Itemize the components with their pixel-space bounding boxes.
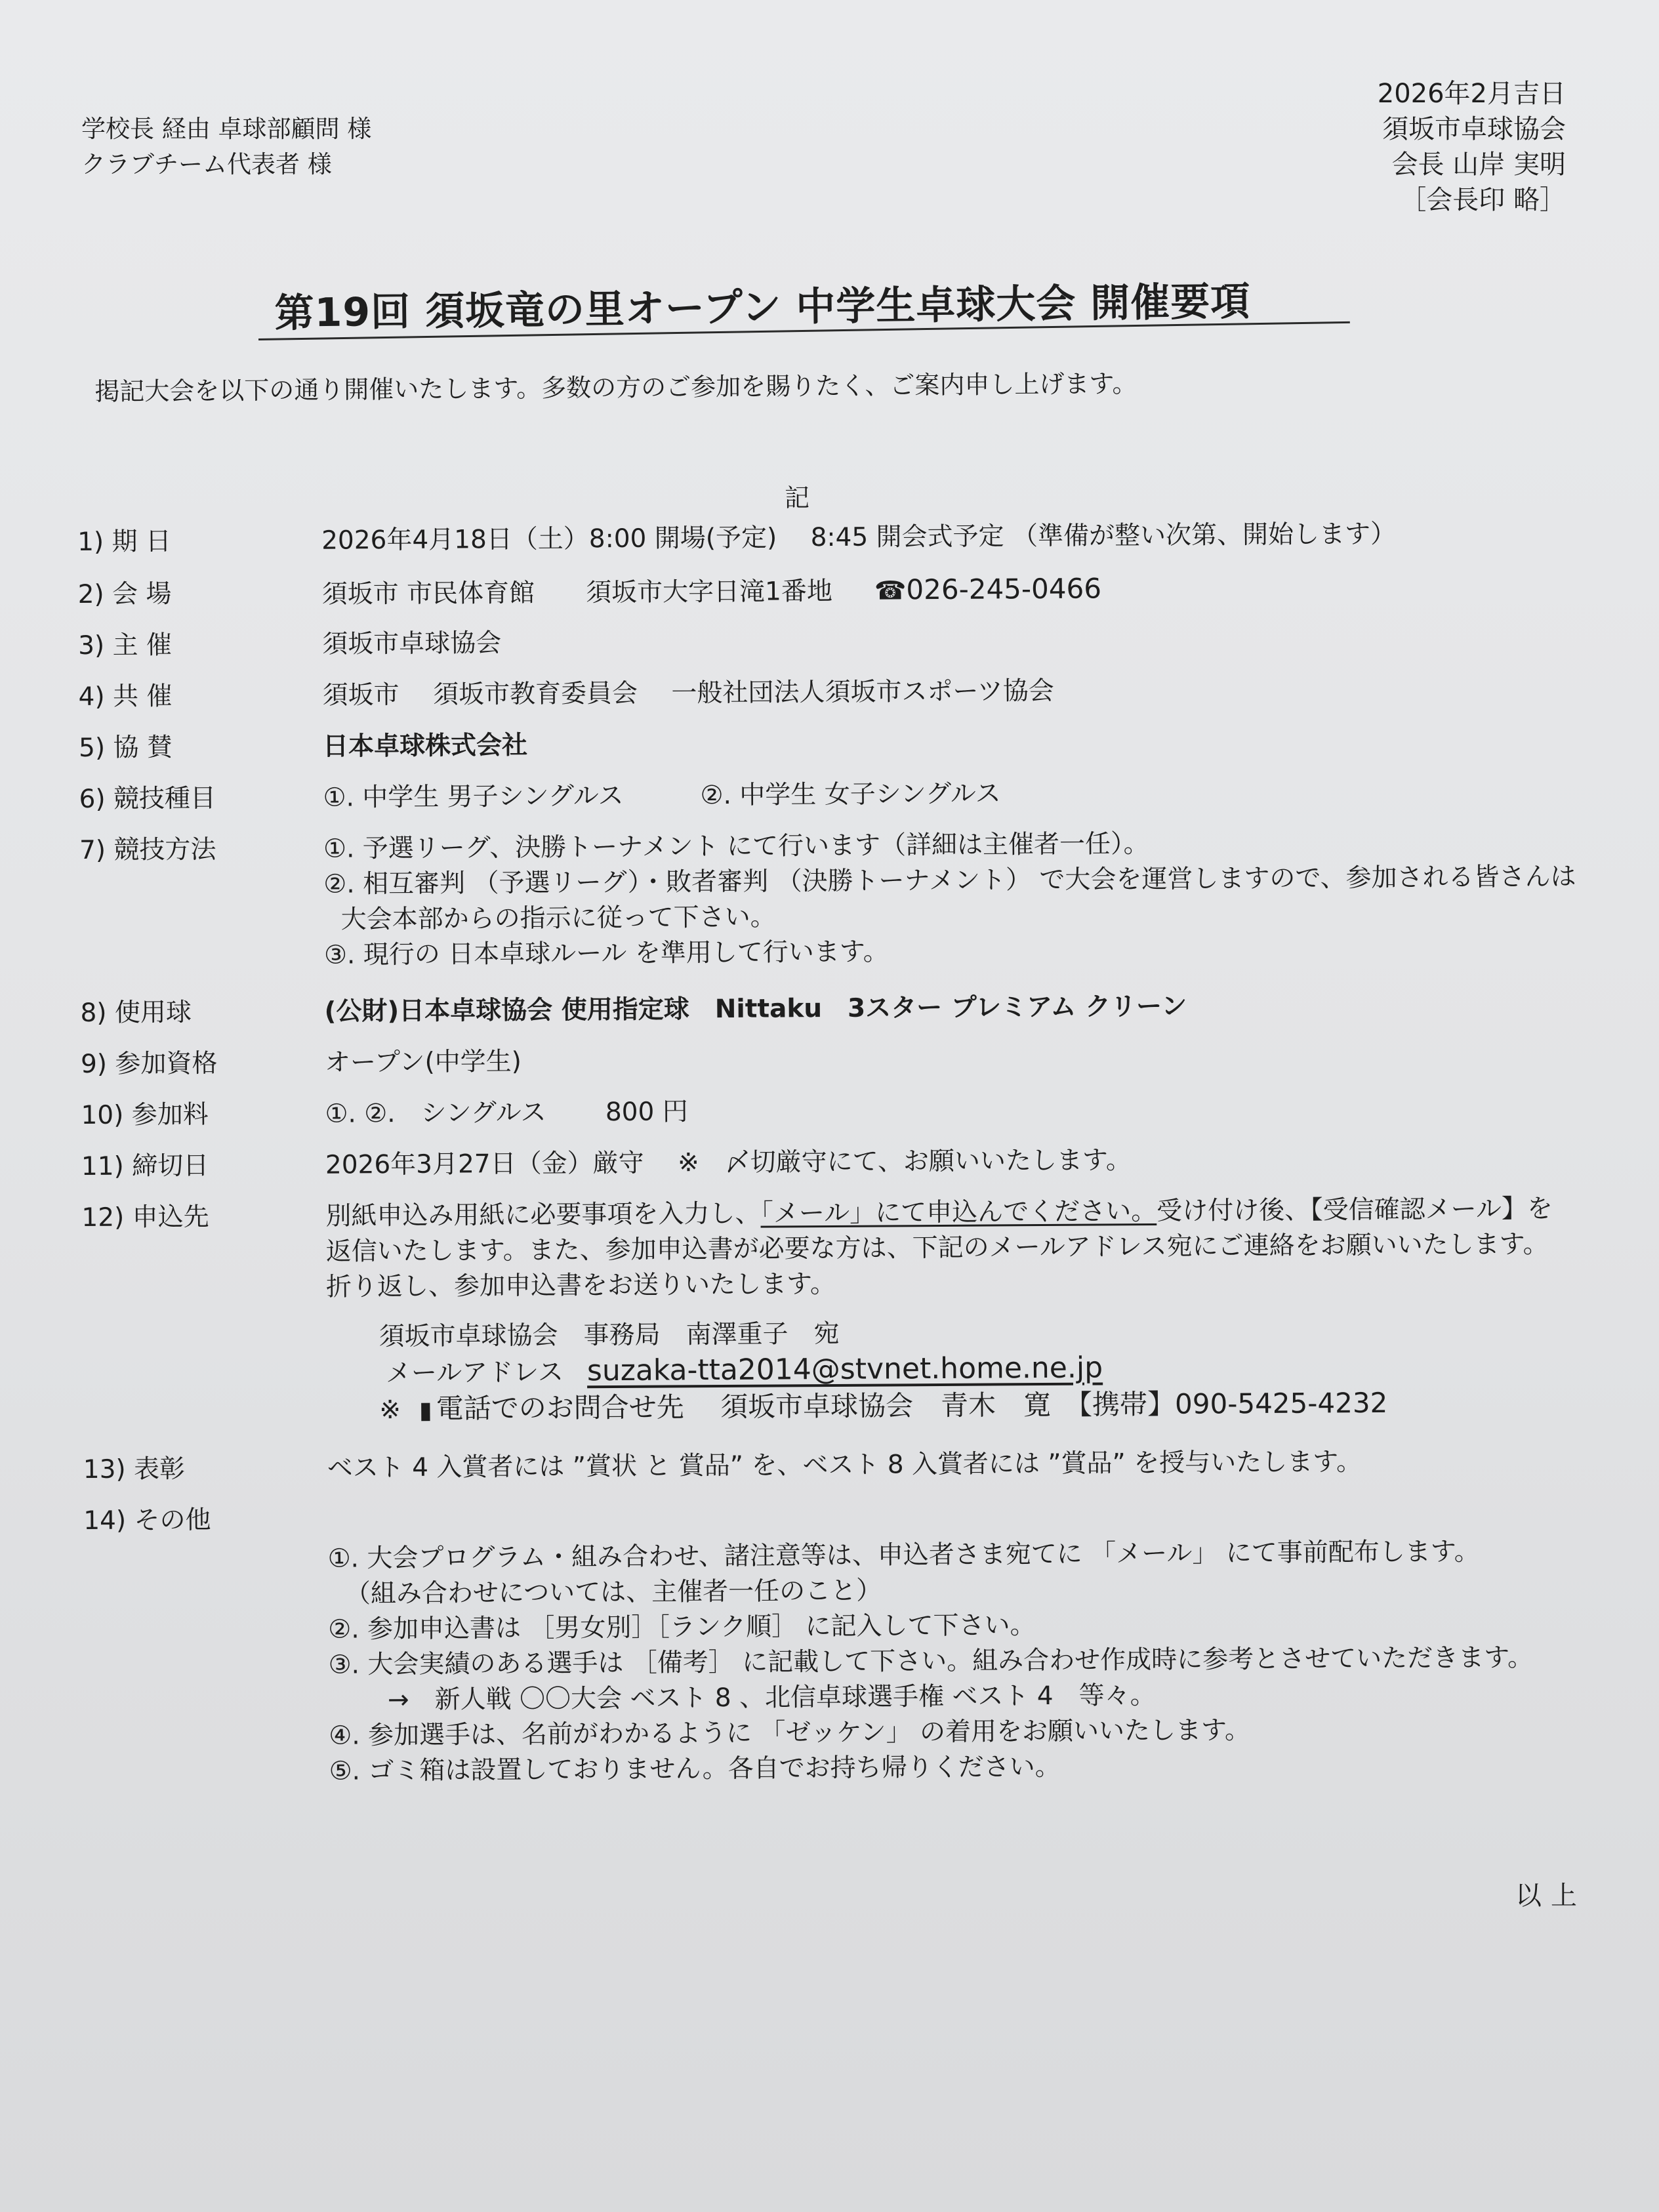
item-label: 1) 期 日 [77,527,172,557]
item-co-host-text: 須坂市 須坂市教育委員会 一般社団法人須坂市スポーツ協会 [322,676,1054,710]
item-events [79,773,1587,814]
item-label: 10) 参加料 [81,1099,209,1130]
seal-note: ［会長印 略］ [1400,185,1566,215]
telephone-icon: ☎ [874,576,907,606]
item-organizer-text: 須坂市卓球協会 [321,628,502,659]
closing-text: 以上 [1515,1881,1586,1911]
method-line-1: ①. 予選リーグ、決勝トーナメント にて行います（詳細は主催者一任）。 [323,829,1149,864]
item-ball-text: (公財)日本卓球協会 使用指定球 Nittaku 3スター プレミアム クリーン [324,991,1187,1027]
apply-phone-row [327,1384,1554,1429]
sender-block [1378,76,1566,218]
method-line-2: ②. 相互審判 （予選リーグ）・敗者審判 （決勝トーナメント） で大会を運営しますので、参加される皆さんは [323,862,1576,899]
venue-address: 須坂市大字日滝1番地 [585,576,833,608]
item-apply [81,1191,1590,1425]
item-method [79,824,1588,970]
item-fee-text: ①. ②. シングルス 800 円 [325,1097,688,1129]
item-method-content [323,824,1577,973]
item-award [83,1443,1592,1485]
item-venue-content [321,571,1101,612]
item-eligibility-text: オープン(中学生) [324,1046,522,1078]
addressee-line-1: 学校長 経由 卓球部顧問 様 [81,115,372,143]
item-eligibility [80,1038,1589,1079]
item-label: 8) 使用球 [80,997,192,1028]
item-label: 11) 締切日 [81,1151,209,1181]
item-venue [77,568,1586,609]
item-deadline [81,1140,1590,1181]
apply-line-3: 折り返し、参加申込書をお送りいたします。 [325,1269,836,1302]
sender-president: 会長 山岸 実明 [1391,150,1566,180]
item-co-host [78,670,1587,712]
document-title: 第19回 須坂竜の里オープン 中学生卓球大会 開催要項 [274,278,1251,337]
apply-line-1-underlined: 「メール」にて申込んでください。 [760,1196,1157,1229]
phone-inquiry: 電話でのお問合せ先 須坂市卓球協会 青木 寛 【携帯】090-5425-4232 [436,1386,1388,1425]
item-others-content [327,1534,1534,1789]
item-label: 3) 主 催 [77,630,173,661]
item-label: 4) 共 催 [78,682,173,712]
item-sponsor-text: 日本卓球株式会社 [322,730,528,762]
apply-contact: 須坂市卓球協会 事務局 南澤重子 宛 [379,1319,840,1352]
addressee-block [81,112,371,182]
item-label: 9) 参加資格 [80,1048,218,1079]
items-list [77,516,1586,1786]
item-events-text: ①. 中学生 男子シングルス ②. 中学生 女子シングルス [323,779,1001,813]
item-date [77,516,1586,557]
others-line-2: （組み合わせについては、主催者一任のこと） [344,1576,882,1609]
others-line-4: ③. 大会実績のある選手は ［備考］ に記載して下さい。組み合わせ作成時に参考とさせていただきます。 [328,1643,1534,1680]
item-label: 13) 表彰 [83,1454,186,1485]
item-label: 6) 競技種目 [79,783,216,814]
method-line-3: 大会本部からの指示に従って下さい。 [340,902,776,935]
venue-name: 須坂市 市民体育館 [321,578,535,609]
item-label: 2) 会 場 [77,579,172,609]
method-line-4: ③. 現行の 日本卓球ルール を準用して行います。 [323,937,889,970]
mail-label: メールアドレス [385,1357,564,1389]
item-organizer [77,619,1587,661]
email-link[interactable]: suzaka-tta2014@stvnet.home.ne.jp [586,1351,1103,1388]
item-label: 5) 協 賛 [78,733,173,763]
others-line-3: ②. 参加申込書は ［男女別］［ランク順］ に記入して下さい。 [328,1610,1036,1645]
others-line-1: ①. 大会プログラム・組み合わせ、諸注意等は、申込者さま宛てに 「メール」 にて事前配布します。 [327,1536,1480,1574]
issue-date: 2026年2月吉日 [1377,79,1566,109]
others-line-7: ⑤. ゴミ箱は設置しておりません。各自でお持ち帰りください。 [329,1751,1061,1786]
apply-line-1-pre: 別紙申込み用紙に必要事項を入力し、 [325,1198,761,1231]
venue-phone: 026-245-0466 [906,572,1102,606]
apply-line-1-post: 受け付け後、【受信確認メール】を [1157,1194,1553,1226]
item-award-text: ベスト 4 入賞者には ”賞状 と 賞品” を、ベスト 8 入賞者には ”賞品” を授与いたします。 [327,1447,1362,1483]
item-label: 12) 申込先 [81,1202,209,1233]
others-line-6: ④. 参加選手は、名前がわかるように 「ゼッケン」 の着用をお願いいたします。 [329,1715,1251,1751]
addressee-line-2: クラブチーム代表者 様 [81,150,332,178]
item-apply-content [325,1191,1554,1429]
item-label: 7) 競技方法 [79,834,216,865]
item-sponsor [78,722,1587,763]
note-mark: ※ [379,1395,401,1425]
item-deadline-text: 2026年3月27日（金）厳守 ※ 〆切厳守にて、お願いいたします。 [325,1145,1132,1180]
intro-text: 掲記大会を以下の通り開催いたします。多数の方のご参加を賜りたく、ご案内申し上げます。 [94,369,1137,406]
sender-organization: 須坂市卓球協会 [1382,114,1566,144]
item-ball [80,987,1589,1028]
item-others [83,1494,1592,1786]
ki-heading: 記 [785,483,810,512]
mobile-phone-icon: ▮ [419,1397,432,1424]
item-label: 14) その他 [83,1505,211,1536]
item-date-text: 2026年4月18日（土）8:00 開場(予定) 8:45 開会式予定 （準備が整い次第、開始します） [321,519,1397,556]
apply-line-2: 返信いたします。また、参加申込書が必要な方は、下記のメールアドレス宛にご連絡をお願いいたします。 [325,1229,1549,1267]
others-line-5: → 新人戦 〇〇大会 ベスト 8 、北信卓球選手権 ベスト 4 等々。 [387,1680,1156,1715]
item-fee [81,1089,1589,1130]
